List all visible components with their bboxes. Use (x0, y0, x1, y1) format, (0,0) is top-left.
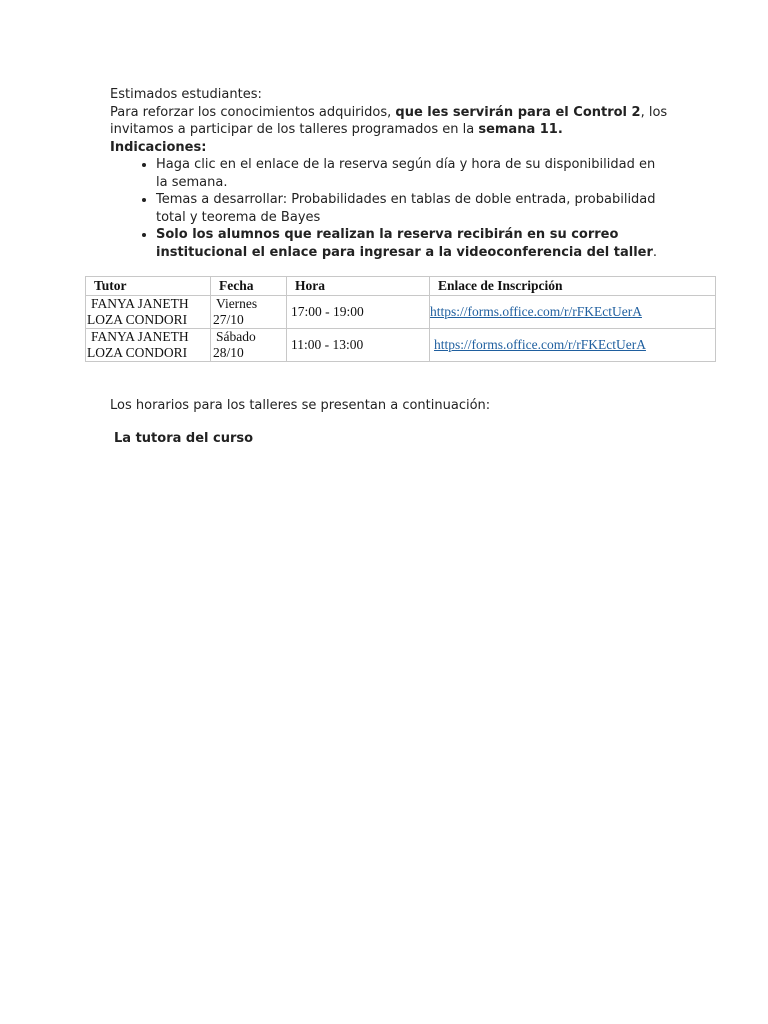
list-item: • Haga clic en el enlace de la reserva según día y hora de su disponibilidad en la semana. (156, 156, 670, 191)
indications-list (110, 156, 670, 261)
table-row (86, 329, 716, 362)
intro-paragraph (110, 104, 670, 139)
fecha-day: Sábado (216, 329, 256, 344)
fecha-cell (211, 296, 287, 329)
tutor-first-name: FANYA JANETH (91, 296, 189, 311)
intro-text-2: , los invitamos a participar de los talleres programados en la (110, 104, 668, 137)
tutor-last-name: LOZA CONDORI (87, 312, 188, 327)
intro-section (110, 86, 670, 261)
fecha-date: 28/10 (213, 345, 244, 360)
header-fecha: Fecha (211, 277, 287, 296)
tutor-first-name: FANYA JANETH (91, 329, 189, 344)
bullet-bold-text: Solo los alumnos que realizan la reserva recibirán en su correo institucional el enlace para ingresar a la videoconferencia del taller (156, 227, 653, 260)
fecha-cell (211, 329, 287, 362)
intro-bold-week: semana 11. (478, 122, 563, 137)
intro-text-1: Para reforzar los conocimientos adquiridos, (110, 104, 396, 120)
schedule-table (85, 276, 716, 362)
list-item: • Temas a desarrollar: Probabilidades en tablas de doble entrada, probabilidad total y teorema de Bayes (156, 191, 670, 226)
header-tutor: Tutor (86, 277, 211, 296)
fecha-date: 27/10 (213, 312, 244, 327)
indications-heading-text: Indicaciones: (110, 139, 207, 155)
header-hora: Hora (287, 277, 430, 296)
tutor-last-name: LOZA CONDORI (87, 345, 188, 360)
enlace-cell (430, 296, 716, 329)
enlace-cell (430, 329, 716, 362)
hora-cell: 17:00 - 19:00 (287, 296, 430, 329)
tutor-cell (86, 329, 211, 362)
tutor-cell (86, 296, 211, 329)
inscription-link[interactable]: https://forms.office.com/r/rFKEctUerA (430, 304, 642, 319)
list-item (156, 226, 670, 261)
inscription-link[interactable]: https://forms.office.com/r/rFKEctUerA (434, 337, 646, 352)
table-row (86, 296, 716, 329)
intro-bold-control: que les servirán para el Control 2 (395, 104, 641, 120)
hora-cell: 11:00 - 13:00 (287, 329, 430, 362)
bullet-period: . (652, 244, 658, 260)
indications-heading (110, 139, 670, 157)
signature: La tutora del curso (114, 431, 254, 446)
fecha-day: Viernes (216, 296, 258, 311)
schedule-note: Los horarios para los talleres se presentan a continuación: (110, 398, 491, 413)
header-enlace: Enlace de Inscripción (430, 277, 716, 296)
greeting: Estimados estudiantes: (110, 87, 262, 102)
table-header-row (86, 277, 716, 296)
